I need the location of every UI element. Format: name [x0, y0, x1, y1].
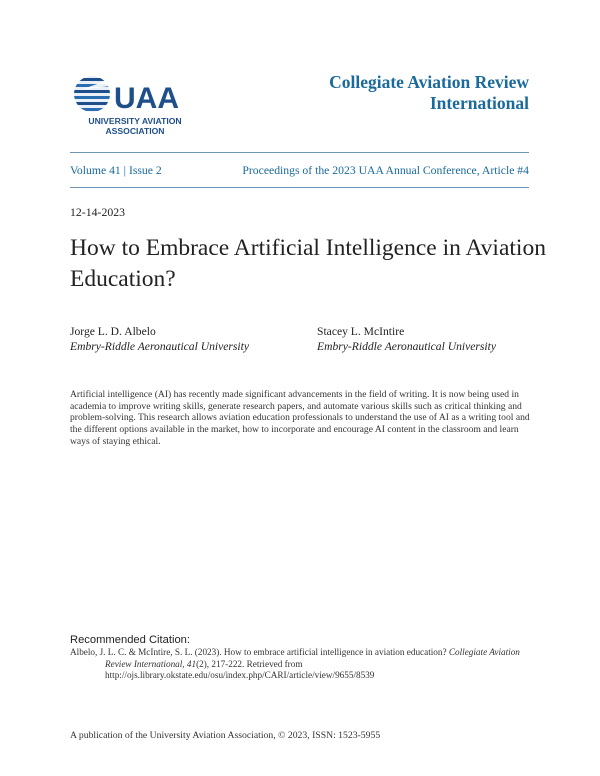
header-divider-top: [70, 152, 529, 153]
publication-date: 12-14-2023: [70, 205, 126, 219]
citation-journal: Collegiate Aviation Review International, 41: [105, 647, 520, 669]
logo-wordmark: UAA: [114, 82, 179, 115]
journal-title-line-1: Collegiate Aviation Review: [329, 72, 529, 92]
author-name: Jorge L. D. Albelo: [70, 325, 156, 338]
author-affiliation: Embry-Riddle Aeronautical University: [70, 340, 250, 353]
abstract: Artificial intelligence (AI) has recently made significant advancements in the field of writing. It is now being used in academia to improve writing skills, generate research papers, and automate various skills such as critical thinking and problem-solving. This research allows aviation education professionals to understand the use of AI as a writing tool and the different options available in the market, how to incorporate and encourage AI content in the classroom and learn ways of staying ethical.: [70, 389, 530, 447]
logo-organization-name: [70, 116, 200, 136]
citation-text: [70, 647, 532, 682]
journal-title-line-2: International: [429, 93, 529, 113]
globe-icon: [70, 74, 200, 116]
citation-rest: (2), 217-222. Retrieved from http://ojs.library.okstate.edu/osu/index.php/CARI/article/view/9655/8539: [105, 658, 375, 681]
citation-lead: Albelo, J. L. C. & McIntire, S. L. (2023). How to embrace artificial intelligence in aviation education?: [70, 647, 449, 657]
logo-org-line-1: UNIVERSITY AVIATION: [88, 116, 182, 126]
author-name: Stacey L. McIntire: [317, 325, 405, 338]
header-divider-bottom: [70, 187, 529, 188]
author-affiliation: Embry-Riddle Aeronautical University: [317, 340, 497, 353]
uaa-logo: [70, 74, 200, 136]
citation-heading: Recommended Citation:: [70, 634, 191, 646]
publication-footer: A publication of the University Aviation Association, © 2023, ISSN: 1523-5955: [70, 730, 381, 741]
article-title: How to Embrace Artificial Intelligence in Aviation Education?: [70, 235, 546, 292]
proceedings-info: Proceedings of the 2023 UAA Annual Conference, Article #4: [242, 164, 529, 177]
logo-org-line-2: ASSOCIATION: [105, 126, 165, 136]
author-1: [70, 324, 249, 354]
author-2: [317, 324, 496, 354]
journal-title: [329, 72, 529, 114]
volume-issue: Volume 41 | Issue 2: [70, 164, 162, 177]
